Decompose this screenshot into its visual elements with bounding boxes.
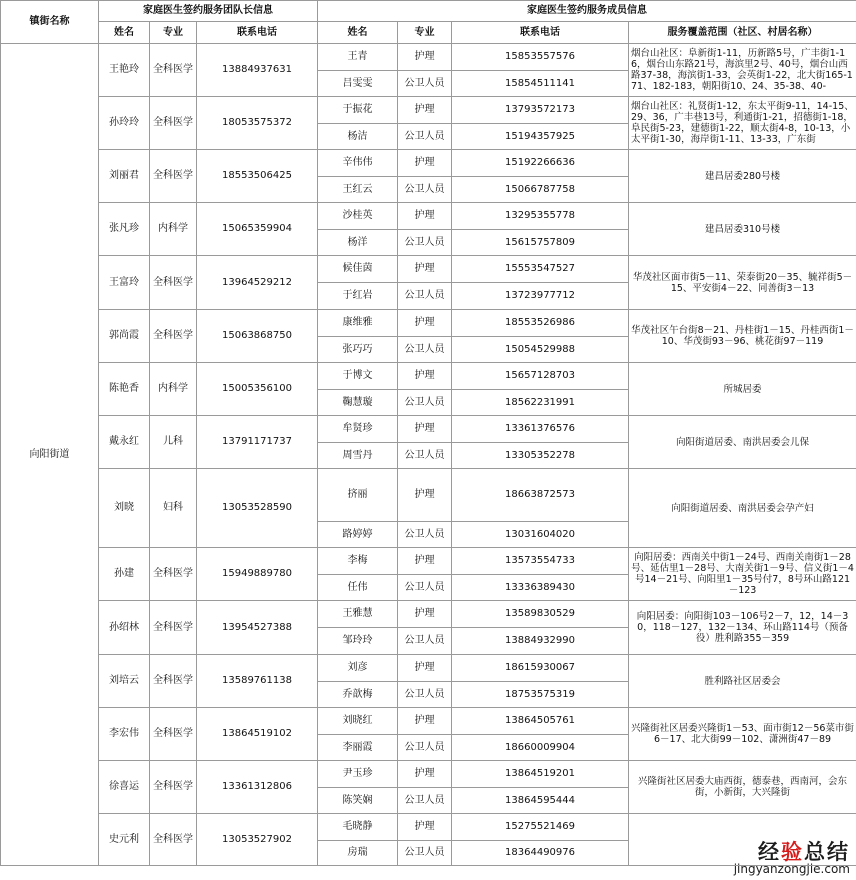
leader-name-cell: 史元利 <box>99 814 150 866</box>
table-row <box>1 256 856 283</box>
member-major-cell: 公卫人员 <box>398 124 452 150</box>
service-area-cell: 建昌居委280号楼 <box>629 150 856 203</box>
leader-major-cell: 全科医学 <box>150 44 197 97</box>
member-name-cell: 挤丽 <box>318 469 398 522</box>
leader-major-cell: 全科医学 <box>150 310 197 363</box>
leader-major-cell: 全科医学 <box>150 256 197 310</box>
member-phone-cell: 18660009904 <box>452 735 629 761</box>
leader-name-cell: 孙绍林 <box>99 601 150 655</box>
watermark <box>734 841 850 876</box>
member-major-cell: 护理 <box>398 601 452 628</box>
watermark-url: jingyanzongjie.com <box>733 862 850 876</box>
member-phone-cell: 15192266636 <box>452 150 629 177</box>
leader-group-header: 家庭医生签约服务团队长信息 <box>99 1 318 22</box>
member-phone-cell: 13723977712 <box>452 283 629 310</box>
leader-phone-cell: 15005356100 <box>197 363 318 416</box>
member-major-cell: 护理 <box>398 416 452 443</box>
member-major-cell: 公卫人员 <box>398 283 452 310</box>
member-phone-cell: 18753575319 <box>452 682 629 708</box>
member-phone-cell: 13573554733 <box>452 548 629 575</box>
leader-major-header: 专业 <box>150 22 197 44</box>
leader-phone-cell: 18553506425 <box>197 150 318 203</box>
leader-phone-cell: 13053527902 <box>197 814 318 866</box>
member-major-cell: 护理 <box>398 363 452 390</box>
service-area-cell: 华茂社区午台街8－21、丹桂街1－15、丹桂西街1－10、华茂街93－96、桃花街97－119 <box>629 310 856 363</box>
member-major-cell: 公卫人员 <box>398 735 452 761</box>
leader-phone-cell: 15949889780 <box>197 548 318 601</box>
member-name-cell: 刘彦 <box>318 655 398 682</box>
member-major-header: 专业 <box>398 22 452 44</box>
leader-major-cell: 全科医学 <box>150 814 197 866</box>
leader-name-cell: 王艳玲 <box>99 44 150 97</box>
member-major-cell: 护理 <box>398 203 452 230</box>
member-phone-header: 联系电话 <box>452 22 629 44</box>
service-area-cell: 向阳街道居委、南洪居委会儿保 <box>629 416 856 469</box>
member-phone-cell: 13864595444 <box>452 788 629 814</box>
service-area-cell: 向阳街道居委、南洪居委会孕产妇 <box>629 469 856 548</box>
member-major-cell: 公卫人员 <box>398 522 452 548</box>
watermark-logo: 经验总结 <box>758 839 850 864</box>
service-area-cell: 胜利路社区居委会 <box>629 655 856 708</box>
leader-phone-cell: 13954527388 <box>197 601 318 655</box>
leader-name-cell: 刘丽君 <box>99 150 150 203</box>
leader-name-cell: 李宏伟 <box>99 708 150 761</box>
member-name-cell: 周雪丹 <box>318 443 398 469</box>
member-name-cell: 张巧巧 <box>318 337 398 363</box>
table-row <box>1 655 856 682</box>
leader-major-cell: 全科医学 <box>150 761 197 814</box>
member-group-header: 家庭医生签约服务成员信息 <box>318 1 856 22</box>
leader-name-header: 姓名 <box>99 22 150 44</box>
member-name-cell: 刘晓红 <box>318 708 398 735</box>
member-major-cell: 护理 <box>398 761 452 788</box>
member-major-cell: 公卫人员 <box>398 71 452 97</box>
member-name-cell: 王青 <box>318 44 398 71</box>
leader-name-cell: 张凡珍 <box>99 203 150 256</box>
leader-name-cell: 孙玲玲 <box>99 97 150 150</box>
member-name-cell: 辛伟伟 <box>318 150 398 177</box>
member-name-cell: 陈笑娴 <box>318 788 398 814</box>
member-major-cell: 公卫人员 <box>398 177 452 203</box>
service-area-cell: 建昌居委310号楼 <box>629 203 856 256</box>
town-header: 镇街名称 <box>1 1 99 44</box>
member-major-cell: 护理 <box>398 150 452 177</box>
member-major-cell: 护理 <box>398 469 452 522</box>
area-header: 服务覆盖范围（社区、村居名称） <box>629 22 856 44</box>
leader-major-cell: 全科医学 <box>150 601 197 655</box>
member-phone-cell: 13884932990 <box>452 628 629 655</box>
member-major-cell: 公卫人员 <box>398 841 452 866</box>
member-phone-cell: 15553547527 <box>452 256 629 283</box>
leader-name-cell: 戴永红 <box>99 416 150 469</box>
member-major-cell: 护理 <box>398 814 452 841</box>
member-major-cell: 护理 <box>398 256 452 283</box>
member-phone-cell: 15054529988 <box>452 337 629 363</box>
member-name-cell: 路婷婷 <box>318 522 398 548</box>
member-major-cell: 护理 <box>398 97 452 124</box>
leader-major-cell: 全科医学 <box>150 150 197 203</box>
leader-phone-cell: 15065359904 <box>197 203 318 256</box>
member-phone-cell: 18615930067 <box>452 655 629 682</box>
member-major-cell: 护理 <box>398 548 452 575</box>
member-phone-cell: 13793572173 <box>452 97 629 124</box>
leader-name-cell: 郭尚霞 <box>99 310 150 363</box>
leader-name-cell: 刘晓 <box>99 469 150 548</box>
leader-phone-cell: 13864519102 <box>197 708 318 761</box>
leader-name-cell: 孙建 <box>99 548 150 601</box>
member-phone-cell: 15066787758 <box>452 177 629 203</box>
member-major-cell: 护理 <box>398 310 452 337</box>
table-row <box>1 203 856 230</box>
member-name-cell: 杨洋 <box>318 230 398 256</box>
table-row <box>1 416 856 443</box>
table-row <box>1 548 856 575</box>
member-name-cell: 鞠慧璇 <box>318 390 398 416</box>
leader-phone-header: 联系电话 <box>197 22 318 44</box>
member-phone-cell: 13305352278 <box>452 443 629 469</box>
member-name-cell: 杨洁 <box>318 124 398 150</box>
table-row <box>1 814 856 841</box>
member-phone-cell: 13864519201 <box>452 761 629 788</box>
member-phone-cell: 18562231991 <box>452 390 629 416</box>
member-phone-cell: 15194357925 <box>452 124 629 150</box>
table-row <box>1 310 856 337</box>
leader-name-cell: 刘培云 <box>99 655 150 708</box>
leader-major-cell: 妇科 <box>150 469 197 548</box>
member-name-cell: 于振花 <box>318 97 398 124</box>
member-phone-cell: 18663872573 <box>452 469 629 522</box>
town-name-cell: 向阳街道 <box>1 44 99 866</box>
service-area-cell: 所城居委 <box>629 363 856 416</box>
member-phone-cell: 18364490976 <box>452 841 629 866</box>
member-phone-cell: 15854511141 <box>452 71 629 97</box>
member-phone-cell: 15853557576 <box>452 44 629 71</box>
member-major-cell: 公卫人员 <box>398 390 452 416</box>
member-name-cell: 候佳茵 <box>318 256 398 283</box>
table-row <box>1 150 856 177</box>
leader-name-cell: 王富玲 <box>99 256 150 310</box>
leader-phone-cell: 13964529212 <box>197 256 318 310</box>
member-phone-cell: 15657128703 <box>452 363 629 390</box>
member-name-cell: 毛晓静 <box>318 814 398 841</box>
leader-phone-cell: 13053528590 <box>197 469 318 548</box>
member-phone-cell: 18553526986 <box>452 310 629 337</box>
leader-phone-cell: 13884937631 <box>197 44 318 97</box>
member-phone-cell: 15275521469 <box>452 814 629 841</box>
table-row <box>1 601 856 628</box>
table-row <box>1 97 856 124</box>
leader-major-cell: 儿科 <box>150 416 197 469</box>
member-phone-cell: 13295355778 <box>452 203 629 230</box>
leader-name-cell: 徐喜运 <box>99 761 150 814</box>
member-major-cell: 公卫人员 <box>398 628 452 655</box>
member-name-cell: 于红岩 <box>318 283 398 310</box>
member-name-cell: 牟贤珍 <box>318 416 398 443</box>
leader-name-cell: 陈艳香 <box>99 363 150 416</box>
member-name-cell: 康维雅 <box>318 310 398 337</box>
member-name-cell: 沙桂英 <box>318 203 398 230</box>
member-phone-cell: 13031604020 <box>452 522 629 548</box>
leader-major-cell: 全科医学 <box>150 97 197 150</box>
member-name-cell: 李丽霞 <box>318 735 398 761</box>
member-phone-cell: 15615757809 <box>452 230 629 256</box>
member-major-cell: 公卫人员 <box>398 230 452 256</box>
member-phone-cell: 13864505761 <box>452 708 629 735</box>
service-area-cell: 兴隆街社区居委大庙西街，德泰巷，西南河，会东街，小新街，大兴隆街 <box>629 761 856 814</box>
table-row <box>1 363 856 390</box>
leader-phone-cell: 15063868750 <box>197 310 318 363</box>
member-name-cell: 李梅 <box>318 548 398 575</box>
member-phone-cell: 13361376576 <box>452 416 629 443</box>
service-area-cell: 向阳居委：向阳街103－106号2－7，12，14－30，118－127，132－134、环山路114号（预备役）胜利路355－359 <box>629 601 856 655</box>
service-area-cell: 兴隆街社区居委兴隆街1－53、面市街12－56菜市街6－17、北大街99－102、潇洲街47－89 <box>629 708 856 761</box>
member-name-cell: 于博文 <box>318 363 398 390</box>
member-major-cell: 公卫人员 <box>398 337 452 363</box>
member-name-cell: 乔歆梅 <box>318 682 398 708</box>
service-area-cell: 烟台山社区：礼贤街1-12，东太平街9-11，14-15、29、36，广丰巷13号，利通街1-21，招德街1-18，阜民街5-23，建德街1-22，顺太街4-8，10-13，小太平街1-30，海岸街1-11、13-33，广东街 <box>629 97 856 150</box>
leader-major-cell: 全科医学 <box>150 655 197 708</box>
leader-major-cell: 全科医学 <box>150 548 197 601</box>
table-row <box>1 44 856 71</box>
service-area-cell: 向阳居委：西南关中街1－24号、西南关南街1－28号、延估里1－28号、大南关街1－9号、信义街1－4号14－21号、向阳里1－35号付7，8号环山路121－123 <box>629 548 856 601</box>
member-name-cell: 王雅慧 <box>318 601 398 628</box>
member-name-cell: 任伟 <box>318 575 398 601</box>
member-name-cell: 尹玉珍 <box>318 761 398 788</box>
member-name-cell: 王红云 <box>318 177 398 203</box>
member-phone-cell: 13336389430 <box>452 575 629 601</box>
member-name-header: 姓名 <box>318 22 398 44</box>
member-major-cell: 公卫人员 <box>398 788 452 814</box>
table-row <box>1 708 856 735</box>
leader-phone-cell: 13361312806 <box>197 761 318 814</box>
member-major-cell: 公卫人员 <box>398 575 452 601</box>
member-name-cell: 吕雯雯 <box>318 71 398 97</box>
leader-phone-cell: 13589761138 <box>197 655 318 708</box>
leader-phone-cell: 13791171737 <box>197 416 318 469</box>
leader-major-cell: 全科医学 <box>150 708 197 761</box>
service-area-cell: 华茂社区面市街5－11、荣泰街20－35、毓祥街5－15、平安街4－22、同善街3－13 <box>629 256 856 310</box>
leader-phone-cell: 18053575372 <box>197 97 318 150</box>
member-major-cell: 护理 <box>398 655 452 682</box>
member-major-cell: 护理 <box>398 44 452 71</box>
member-major-cell: 公卫人员 <box>398 682 452 708</box>
member-name-cell: 房瑞 <box>318 841 398 866</box>
table-row <box>1 761 856 788</box>
member-major-cell: 公卫人员 <box>398 443 452 469</box>
member-major-cell: 护理 <box>398 708 452 735</box>
service-area-cell: 烟台山社区：阜新街1-11，历新路5号，广丰街1-16，烟台山东路21号，海滨里2号、40号，烟台山西路37-38，海滨街1-33，会英街1-22，北大街165-171、182-183，朝阳街10、24、35-38、40- <box>629 44 856 97</box>
table-row <box>1 469 856 522</box>
member-name-cell: 邹玲玲 <box>318 628 398 655</box>
leader-major-cell: 内科学 <box>150 203 197 256</box>
leader-major-cell: 内科学 <box>150 363 197 416</box>
member-phone-cell: 13589830529 <box>452 601 629 628</box>
